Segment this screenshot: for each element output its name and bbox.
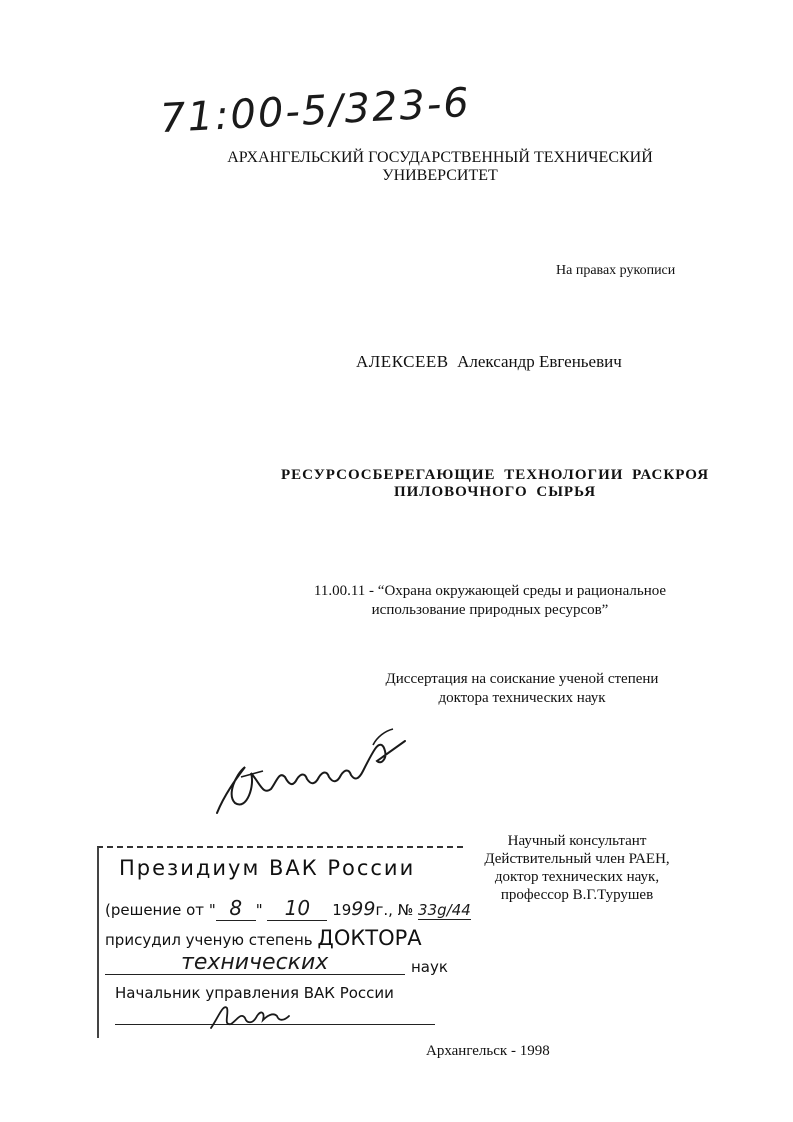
stamp-day: 8 (216, 896, 256, 921)
stamp-chief: Начальник управления ВАК России (115, 984, 394, 1002)
specialty-line1: 11.00.11 - “Охрана окружающей среды и рациональное (313, 583, 667, 599)
stamp-decision-prefix: (решение от (105, 901, 205, 919)
thesis-title-line2: ПИЛОВОЧНОГО СЫРЬЯ (393, 484, 597, 500)
stamp-quote-close: " (255, 901, 263, 919)
author-given-names: Александр Евгеньевич (457, 352, 622, 371)
stamp-field-row (105, 952, 457, 980)
stamp-year-label: г., № (375, 901, 414, 919)
stamp-year-prefix: 19 (332, 901, 352, 919)
stamp-awarded-row (105, 926, 422, 950)
thesis-title-line1: РЕСУРСОСБЕРЕГАЮЩИЕ ТЕХНОЛОГИИ РАСКРОЯ (280, 467, 710, 483)
consultant-line1: Научный консультант (507, 833, 647, 849)
stamp-decision-row (105, 896, 471, 921)
consultant-line4: профессор В.Г.Турушев (500, 887, 654, 903)
consultant-line2: Действительный член РАЕН, (484, 851, 670, 867)
stamp-field-handwritten: технических (181, 950, 329, 975)
stamp-number: 33g/44 (418, 901, 471, 919)
degree-statement (362, 670, 682, 708)
stamp-sciences: наук (411, 958, 448, 976)
stamp-awarded: присудил ученую степень (105, 931, 313, 949)
university-name-line2: УНИВЕРСИТЕТ (382, 167, 498, 184)
stamp-heading: Президиум ВАК России (119, 856, 416, 880)
city-year: Архангельск - 1998 (426, 1043, 550, 1059)
author-name (356, 352, 622, 372)
author-signature (205, 715, 420, 825)
specialty-line2: использование природных ресурсов” (371, 602, 609, 618)
author-surname: АЛЕКСЕЕВ (356, 352, 449, 371)
stamp-degree-level: ДОКТОРА (317, 926, 422, 950)
degree-line1: Диссертация на соискание ученой степени (385, 671, 659, 687)
chief-signature (205, 998, 295, 1034)
scientific-consultant (462, 832, 692, 904)
vak-stamp (97, 846, 471, 1038)
archive-code: 71:00-5/323-6 (159, 79, 472, 143)
specialty (270, 582, 710, 620)
thesis-title (270, 467, 720, 501)
stamp-quote-open: " (208, 901, 216, 919)
stamp-month: 10 (267, 896, 327, 921)
stamp-year-suffix: 99 (351, 898, 376, 920)
rights-note: На правах рукописи (556, 263, 676, 278)
degree-line2: доктора технических наук (438, 690, 606, 706)
consultant-line3: доктор технических наук, (494, 869, 660, 885)
university-name-line1: АРХАНГЕЛЬСКИЙ ГОСУДАРСТВЕННЫЙ ТЕХНИЧЕСКИЙ (227, 149, 653, 166)
